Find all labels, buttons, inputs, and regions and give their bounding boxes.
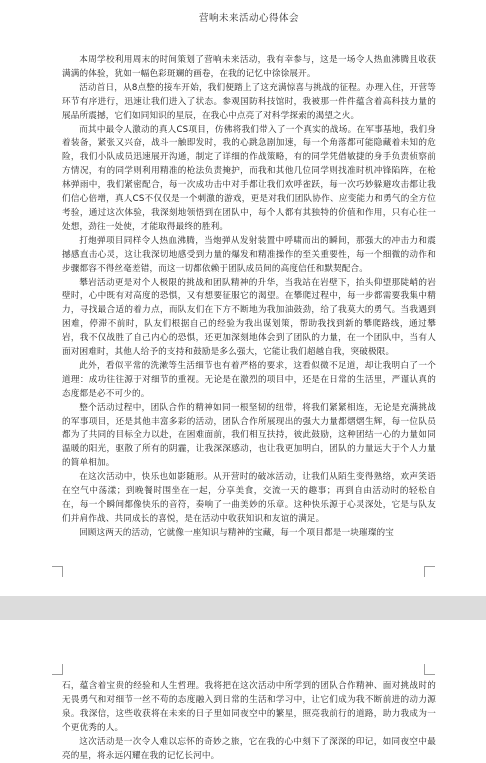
paragraph: 本周学校利用周末的时间策划了营响未来活动，我有幸参与，这是一场令人热血沸腾且收获满满的体验，犹如一幅色彩斑斓的画卷，在我的记忆中徐徐展开。 <box>62 55 436 79</box>
crop-mark <box>52 566 63 577</box>
paragraph: 活动首日，从8点整的接车开始，我们便踏上了这充满惊喜与挑战的征程。办理入住，开营等环节有序进行，迅速让我们进入了状态。参观国防科技馆时，我被那一件件蕴含着高科技力量的展品所震撼，它们如同知识的星辰，在我心中点亮了对科学探索的渴望之火。 <box>62 82 436 121</box>
crop-mark <box>52 664 63 675</box>
paragraph: 打炮弹项目同样令人热血沸腾，当炮弹从发射装置中呼啸而出的瞬间，那强大的冲击力和震撼感直击心灵，这让我深切地感受到力量的爆发和精准操作的至关重要性，每一个细微的动作和步骤都容不得丝毫差错，而这一切都依赖于团队成员间的高度信任和默契配合。 <box>62 235 436 274</box>
paragraph: 回顾这两天的活动，它就像一座知识与精神的宝藏，每一个项目都是一块璀璨的宝 <box>79 527 394 538</box>
document-title: 营响未来活动心得体会 <box>198 13 299 24</box>
crop-mark <box>424 664 435 675</box>
crop-mark <box>424 566 435 577</box>
paragraph: 而其中最令人激动的真人CS项目，仿佛将我们带入了一个真实的战场。在军事基地，我们身着装备，紧张又兴奋，战斗一触即发时，我的心跳急剧加速，每一个角落都可能隐藏着未知的危险，我们小队成员迅速展开沟通，制定了详细的作战策略，有的同学凭借敏捷的身手负责侦察前方情况，有的同学则利用精准的枪法负责掩护，而我和其他几位同学则找准时机冲锋陷阵，在枪林弹雨中，我们紧密配合，每一次成功击中对手都让我们欢呼雀跃，每一次巧妙躲避攻击都让我们信心倍增，真人CS不仅仅是一个刺激的游戏，更是对我们团队协作、应变能力和勇气的全方位考验，通过这次体验，我深刻地领悟到在团队中，每个人都有其独特的价值和作用，只有心往一处想，劲往一处使，才能取得最终的胜利。 <box>62 124 436 232</box>
paragraph: 整个活动过程中，团队合作的精神如同一根坚韧的纽带，将我们紧紧相连，无论是充满挑战的军事项目，还是其他丰富多彩的活动，团队合作所展现出的强大力量都熠熠生辉，每一位队员都为了共同的目标全力以赴，在困难面前，我们相互扶持，彼此鼓励，这种团结一心的力量如同温暖的阳光，驱散了所有的阴霾，让我深深感动，也让我更加明白，团队的力量远大于个人力量的简单相加。 <box>62 402 436 469</box>
paragraph: 在这次活动中，快乐也如影随形。从开营时的破冰活动，让我们从陌生变得熟络，欢声笑语在空气中荡漾；到晚餐时围坐在一起，分享美食，交流一天的趣事；再到自由活动时的轻松自在，每一个瞬间都像快乐的音符，奏响了一曲美妙的乐章。这种快乐源于心灵深处，它是与队友们并肩作战、共同成长的喜悦，是在活动中收获知识和友谊的满足。 <box>62 472 436 524</box>
paragraph: 这次活动是一次令人难以忘怀的奇妙之旅，它在我的心中刻下了深深的印记，如同夜空中最亮的星，将永远闪耀在我的记忆长河中。 <box>62 736 436 761</box>
paragraph: 此外，看似平常的洗漱等生活细节也有着严格的要求，这看似微不足道，却让我明白了一个道理：成功往往源于对细节的重视。无论是在激烈的项目中，还是在日常的生活里，严谨认真的态度都是必不可少的。 <box>62 360 436 399</box>
paragraph: 攀岩活动更是对个人极限的挑战和团队精神的升华，当我站在岩壁下，抬头仰望那陡峭的岩壁时，心中既有对高度的恐惧，又有想要征服它的渴望。在攀爬过程中，每一步都需要我集中精力，寻找最合适的着力点，而队友们在下方不断地为我加油鼓劲，给了我莫大的勇气。当我遇到困难，停滞不前时，队友们根据自己的经验为我出谋划策，帮助我找到新的攀爬路线，通过攀岩，我不仅战胜了自己内心的恐惧，还更加深刻地体会到了团队的力量，在一个团队中，当有人面对困难时，其他人给予的支持和鼓励是多么强大，它能让我们超越自我，突破极限。 <box>62 277 436 358</box>
paragraph: 石，蕴含着宝贵的经验和人生哲理。我将把在这次活动中所学到的团队合作精神、面对挑战时的无畏勇气和对细节一丝不苟的态度融入到日常的生活和学习中，让它们成为我不断前进的动力源泉。我深信，这些收获将在未来的日子里如同夜空中的繁星，照亮我前行的道路，助力我成为一个更优秀的人。 <box>62 681 436 733</box>
document-page-2 <box>0 620 486 763</box>
